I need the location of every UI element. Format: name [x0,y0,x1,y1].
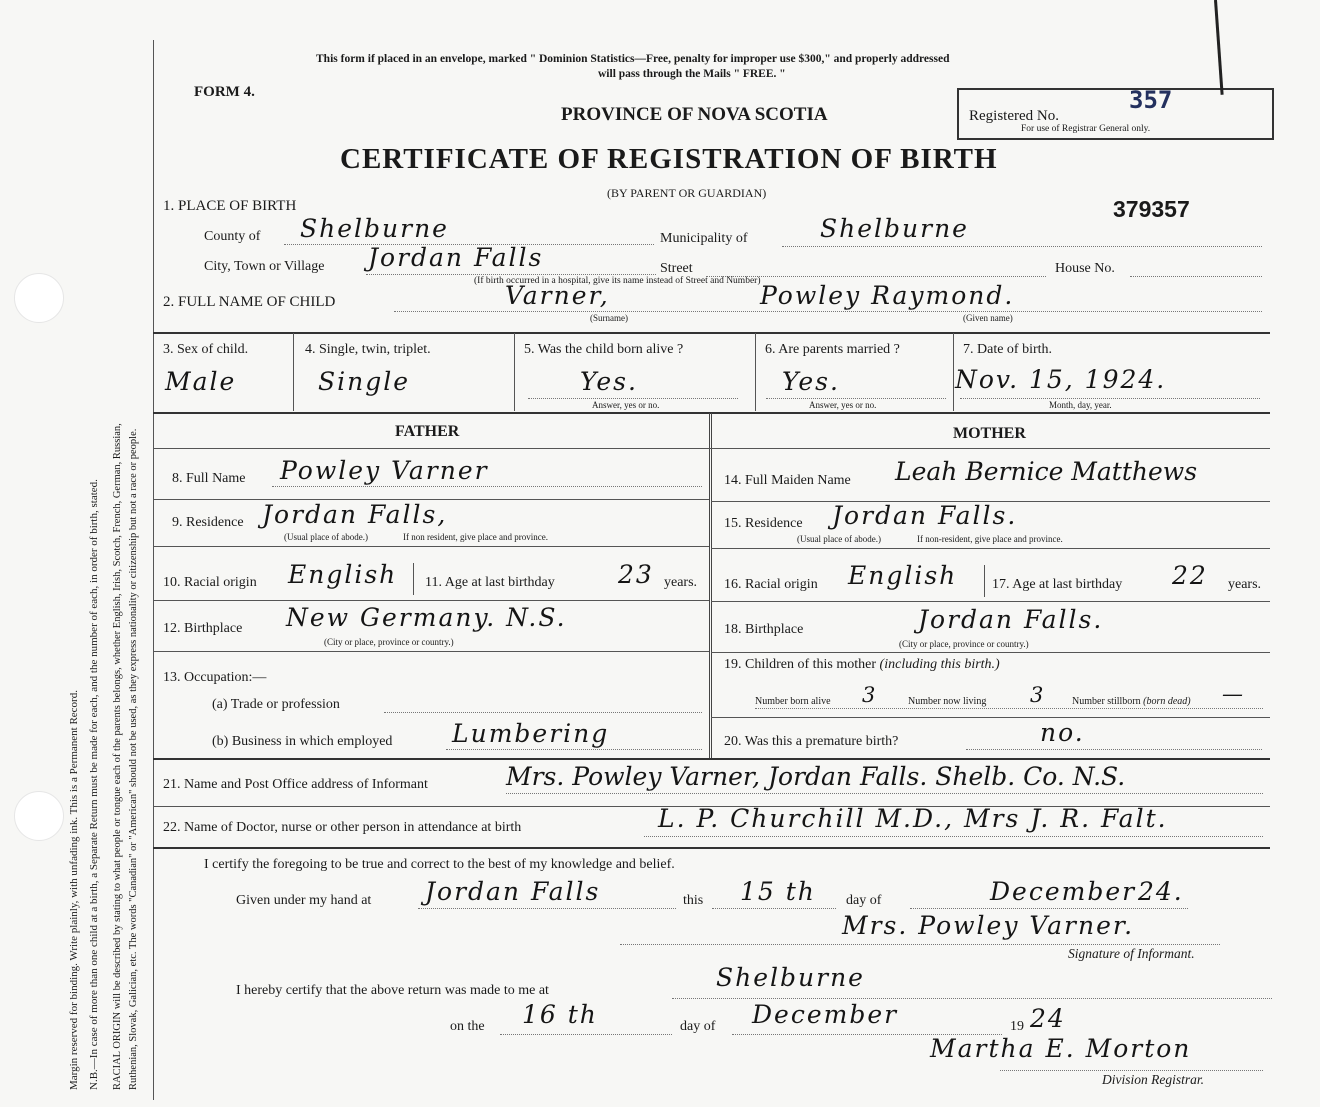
form-left-border [153,40,154,1100]
mother-heading: MOTHER [953,425,1026,442]
form-number: FORM 4. [194,84,255,100]
single-value: Single [318,367,411,396]
alive-value: Yes. [580,367,638,396]
this-label: this [683,893,704,908]
father-birthplace-label: 12. Birthplace [163,621,243,636]
mother-racial-label: 16. Racial origin [724,577,818,592]
child-given-value: Powley Raymond. [760,281,1015,310]
informant-signature: Mrs. Powley Varner. [842,911,1135,940]
mother-birthplace-label: 18. Birthplace [724,622,804,637]
certificate-subtitle: (BY PARENT OR GUARDIAN) [607,186,767,200]
mother-age-label: 17. Age at last birthday [992,577,1123,592]
married-value: Yes. [782,367,840,396]
father-residence-note-2: If non resident, give place and province. [403,532,548,542]
given-month: December [990,877,1137,906]
premature-label: 20. Was this a premature birth? [724,734,899,749]
mother-racial-value: English [848,561,958,590]
father-residence-note-1: (Usual place of abode.) [284,532,368,542]
mother-residence-note-2: If non-resident, give place and province. [917,534,1063,544]
side-note-line2: N.B.—In case of more than one child at a birth, a Separate Return must be made for each, and the number of each, in order of birth, stated. [88,479,100,1090]
side-note-line4: Ruthenian, Slovak, Galician, etc. The words "Canadian" or "American" should not be used, as they express nationality or citizenship but not a race or people. [128,428,139,1090]
hereby-text: I hereby certify that the above return was made to me at [236,983,549,998]
father-residence-label: 9. Residence [172,515,244,530]
given-day-label: day of [846,893,882,908]
doctor-value: L. P. Churchill M.D., Mrs J. R. Falt. [658,804,1168,833]
street-label: Street [660,261,693,276]
municipality-label: Municipality of [660,231,748,246]
informant-signature-label: Signature of Informant. [1068,946,1195,961]
side-note-line1: Margin reserved for binding. Write plainly, with unfading ink. This is a Permanent Record. [68,690,80,1090]
single-label: 4. Single, twin, triplet. [305,342,431,357]
business-value: Lumbering [452,719,610,748]
children-label-text: 19. Children of this mother [724,657,877,672]
mother-residence-label: 15. Residence [724,516,803,531]
on-the-label: on the [450,1019,485,1034]
mail-note-1: This form if placed in an envelope, marked " Dominion Statistics—Free, penalty for improper use $300," and properly addressed [316,53,950,65]
informant-label: 21. Name and Post Office address of Informant [163,777,428,792]
occupation-label: 13. Occupation:— [163,670,267,685]
father-name-label: 8. Full Name [172,471,246,486]
sex-label: 3. Sex of child. [163,342,249,357]
mother-name-value: Leah Bernice Matthews [895,457,1198,486]
stillborn-value: — [1222,682,1244,706]
certify-text: I certify the foregoing to be true and correct to the best of my knowledge and belief. [204,857,675,872]
given-label: Given under my hand at [236,893,372,908]
stillborn-note: (born dead) [1143,696,1191,707]
stillborn-label [1072,696,1191,707]
born-alive-label: Number born alive [755,696,831,707]
registrar-signature: Martha E. Morton [930,1034,1192,1063]
mother-residence-note-1: (Usual place of abode.) [797,534,881,544]
registrar-year: 24 [1030,1004,1066,1033]
city-value: Jordan Falls [368,243,544,272]
given-note: (Given name) [963,313,1013,323]
municipality-value: Shelburne [820,214,969,243]
father-years: years. [664,575,698,590]
registrar-place: Shelburne [716,963,865,992]
registered-box [957,88,1274,140]
married-label: 6. Are parents married ? [765,342,900,357]
mother-residence-value: Jordan Falls. [832,501,1018,530]
binding-hole-bottom [14,791,64,841]
given-year: 24. [1138,877,1184,906]
date-label: 7. Date of birth. [963,342,1053,357]
date-note: Month, day, year. [1049,400,1112,410]
father-racial-label: 10. Racial origin [163,575,257,590]
stamp-number: 379357 [1113,196,1190,222]
registrar-year-prefix: 19 [1010,1019,1024,1034]
children-note: (including this birth.) [879,657,1000,672]
county-label: County of [204,229,261,244]
born-alive-value: 3 [862,683,877,707]
certificate-title: CERTIFICATE OF REGISTRATION OF BIRTH [340,143,998,175]
father-age-label: 11. Age at last birthday [425,575,555,590]
county-value: Shelburne [300,214,449,243]
parents-divider [709,413,712,758]
pen-stroke [1214,0,1224,95]
children-label [724,657,1000,673]
sex-value: Male [165,367,237,396]
mother-age-value: 22 [1172,561,1208,590]
mother-name-label: 14. Full Maiden Name [724,473,851,488]
registrar-signature-label: Division Registrar. [1102,1072,1205,1087]
father-birthplace-note: (City or place, province or country.) [324,637,454,647]
place-of-birth-label: 1. PLACE OF BIRTH [163,198,297,214]
business-label: (b) Business in which employed [212,734,393,749]
house-label: House No. [1055,261,1115,276]
now-living-value: 3 [1030,683,1045,707]
child-surname-value: Varner, [505,281,610,310]
side-note-line3: RACIAL ORIGIN will be described by stating to what people or tongue each of the parents belongs, whether English, Irish, Scotch, French, German, Russian, [112,423,123,1090]
surname-note: (Surname) [590,313,628,323]
father-birthplace-value: New Germany. N.S. [286,603,567,632]
registered-value: 357 [1129,86,1173,114]
binding-hole-top [14,273,64,323]
mother-years: years. [1228,577,1262,592]
mail-note-2: will pass through the Mails " FREE. " [598,68,786,80]
city-label: City, Town or Village [204,259,325,274]
hospital-note: (If birth occurred in a hospital, give its name instead of Street and Number) [474,276,761,286]
given-place: Jordan Falls [425,877,601,906]
stillborn-label-text: Number stillborn [1072,696,1141,707]
premature-value: no. [1040,718,1085,747]
date-value: Nov. 15, 1924. [955,365,1167,394]
father-residence-value: Jordan Falls, [262,500,448,529]
registered-label: Registered No. [969,108,1059,124]
alive-note: Answer, yes or no. [592,400,660,410]
child-name-label: 2. FULL NAME OF CHILD [163,294,336,310]
trade-label: (a) Trade or profession [212,697,340,712]
registrar-note: For use of Registrar General only. [1021,124,1151,134]
mother-birthplace-note: (City or place, province or country.) [899,639,1029,649]
father-name-value: Powley Varner [280,456,489,485]
registrar-month: December [752,1000,899,1029]
alive-label: 5. Was the child born alive ? [524,342,684,357]
father-racial-value: English [288,560,398,589]
given-day: 15 th [740,877,816,906]
province-heading: PROVINCE OF NOVA SCOTIA [561,104,828,125]
married-note: Answer, yes or no. [809,400,877,410]
mother-birthplace-value: Jordan Falls. [918,605,1104,634]
doctor-label: 22. Name of Doctor, nurse or other person in attendance at birth [163,820,522,835]
informant-value: Mrs. Powley Varner, Jordan Falls. Shelb. Co. N.S. [506,762,1126,791]
father-heading: FATHER [395,423,460,440]
registrar-day: 16 th [522,1000,598,1029]
now-living-label: Number now living [908,696,987,707]
father-age-value: 23 [618,560,654,589]
registrar-day-label: day of [680,1019,716,1034]
